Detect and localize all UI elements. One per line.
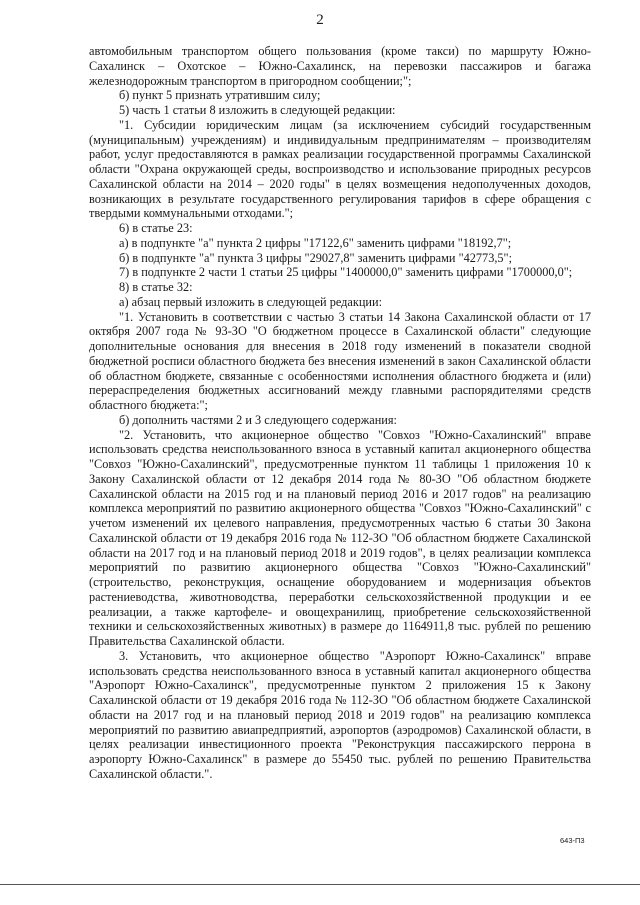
paragraph-article-32-part-2: "2. Установить, что акционерное общество "Совхоз "Южно-Сахалинский" вправе использовать средства неиспользованного взноса в уставный капитал акционерного общества "Совхоз "Южно-Сахалинский", предусмотренные пунктом 11 таблицы 1 приложения 10 к Закону Сахалинской области от 12 декабря 2014 года № 80-ЗО "Об областном бюджете Сахалинской области на 2015 год и на плановый период 2016 и 2017 годов" на реализацию комплекса мероприятий по развитию акционерного общества "Совхоз "Южно-Сахалинский" с учетом изменений их целевого направления, предусмотренных частью 6 статьи 30 Закона Сахалинской области от 19 декабря 2016 года № 112-ЗО "Об областном бюджете Сахалинской области на 2017 год и на плановый период 2018 и 2019 годов", в целях реализации комплекса мероприятий по развитию акционерного общества "Совхоз "Южно-Сахалинский" (строительство, реконструкция, оснащение оборудованием и модернизация объектов растениеводства, животноводства, переработки сельскохозяйственной продукции и ее реализации, а также картофеле- и овощехранилищ, приобретение сельскохозяйственной техники и сельскохозяйственных животных) в размере до 1164911,8 тыс. рублей по решению Правительства Сахалинской области. xyxy=(89,427,591,648)
paragraph-item-7: 7) в подпункте 2 части 1 статьи 25 цифры "1400000,0" заменить цифрами "1700000,0"; xyxy=(119,265,573,280)
document-code: 643-П3 xyxy=(560,836,585,845)
document-body xyxy=(89,44,591,782)
paragraph-item-6: 6) в статье 23: xyxy=(119,221,193,235)
paragraph-item-5: 5) часть 1 статьи 8 изложить в следующей редакции: xyxy=(119,103,396,117)
bottom-divider xyxy=(0,884,640,885)
paragraph-item-6a: а) в подпункте "а" пункта 2 цифры "17122,6" заменить цифрами "18192,7"; xyxy=(119,235,512,250)
paragraph-item-6b: б) в подпункте "а" пункта 3 цифры "29027,8" заменить цифрами "42773,5"; xyxy=(119,250,512,265)
paragraph-item-8: 8) в статье 32: xyxy=(119,280,193,294)
paragraph-article-8-text: "1. Субсидии юридическим лицам (за исключением субсидий государственным (муниципальным) учреждениям) и индивидуальным предпринимателям – производителям работ, услуг предоставляются в рамках реализации государственной программы Сахалинской области "Охрана окружающей среды, воспроизводство и использование природных ресурсов Сахалинской области на 2014 – 2020 годы" в целях возмещения недополученных доходов, возникающих в результате государственного регулирования тарифов в сфере обращения с твердыми коммунальными отходами."; xyxy=(89,117,591,221)
paragraph-item-8b: б) дополнить частями 2 и 3 следующего содержания: xyxy=(119,412,397,427)
page-number: 2 xyxy=(316,12,324,28)
paragraph-item-8a: а) абзац первый изложить в следующей редакции: xyxy=(119,294,383,309)
paragraph-article-32-part-3: 3. Установить, что акционерное общество "Аэропорт Южно-Сахалинск" вправе использовать средства неиспользованного взноса в уставный капитал акционерного общества "Аэропорт Южно-Сахалинск", предусмотренные пунктом 2 приложения 15 к Закону Сахалинской области от 19 декабря 2016 года № 112-ЗО "Об областном бюджете Сахалинской области на 2017 год и на плановый период 2018 и 2019 годов" на реализацию комплекса мероприятий по развитию авиапредприятий, аэропортов (аэродромов) Сахалинской области, в целях реализации инвестиционного проекта "Реконструкция пассажирского перрона в аэропорту Южно-Сахалинск" в размере до 55450 тыс. рублей по решению Правительства Сахалинской области.". xyxy=(89,648,591,781)
paragraph-continuation: автомобильным транспортом общего пользования (кроме такси) по маршруту Южно-Сахалинск – Охотское – Южно-Сахалинск, на перевозки пассажиров и багажа железнодорожным транспортом в пригородном сообщении;"; xyxy=(89,44,591,88)
paragraph-article-32-part-1: "1. Установить в соответствии с частью 3 статьи 14 Закона Сахалинской области от 17 октября 2007 года № 93-ЗО "О бюджетном процессе в Сахалинской области" следующие дополнительные основания для внесения в 2018 году изменений в показатели сводной бюджетной росписи областного бюджета без внесения изменений в закон Сахалинской области об областном бюджете, связанные с особенностями исполнения областного бюджета и (или) перераспределения бюджетных ассигнований между главными распорядителями средств областного бюджета:"; xyxy=(89,309,591,412)
paragraph-item-5b: б) пункт 5 признать утратившим силу; xyxy=(119,88,321,103)
